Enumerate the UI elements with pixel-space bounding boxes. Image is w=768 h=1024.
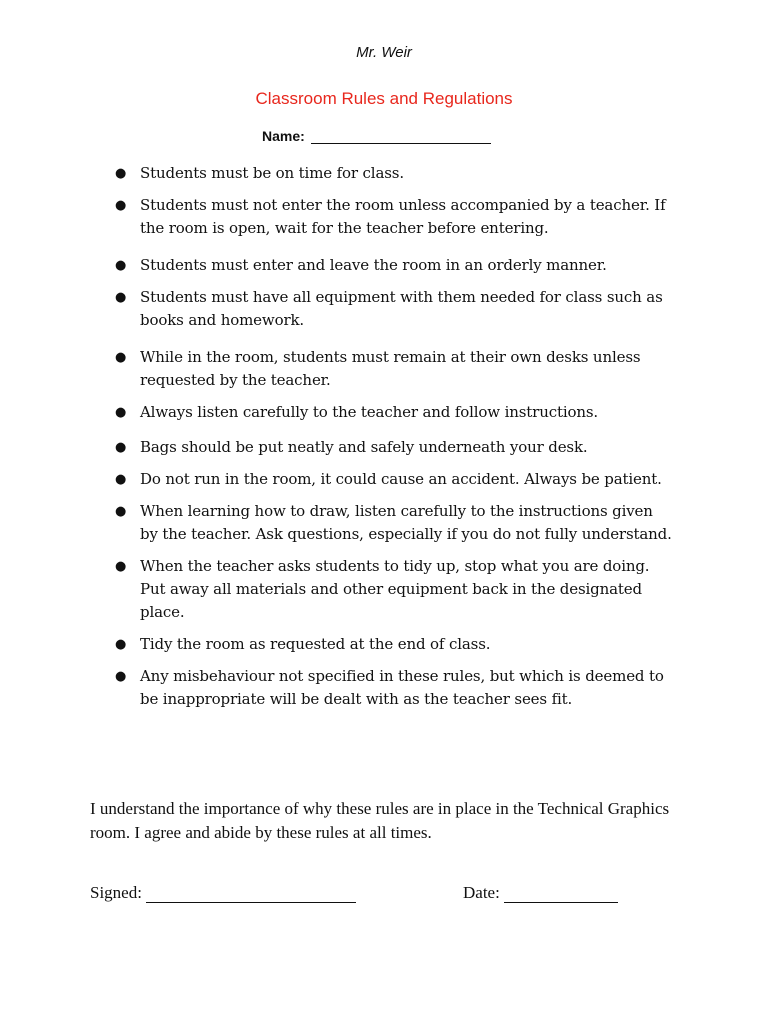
bullet-icon: ●: [115, 405, 127, 420]
rule-text: Tidy the room as requested at the end of class.: [140, 635, 491, 653]
rule-text: When the teacher asks students to tidy up, stop what you are doing. Put away all materials and other equipment back in the designated place.: [140, 557, 650, 621]
rule-text: While in the room, students must remain at their own desks unless requested by the teacher.: [140, 348, 641, 389]
rule-item: [112, 254, 672, 277]
document-title: Classroom Rules and Regulations: [255, 89, 513, 108]
bullet-icon: ●: [115, 290, 127, 305]
signed-label: Signed:: [90, 883, 142, 902]
bullet-icon: ●: [115, 166, 127, 181]
rule-item: [112, 401, 672, 424]
bullet-icon: ●: [115, 350, 127, 365]
rule-item: [112, 162, 672, 185]
rules-list: [112, 162, 672, 711]
rule-item: [112, 500, 672, 546]
rule-item: [112, 194, 672, 240]
signature-blank-line: [146, 886, 356, 903]
bullet-icon: ●: [115, 669, 127, 684]
name-label: Name:: [262, 128, 305, 144]
bullet-icon: ●: [115, 559, 127, 574]
rule-item: [112, 346, 672, 392]
rule-text: Students must not enter the room unless accompanied by a teacher. If the room is open, wait for the teacher before entering.: [140, 196, 666, 237]
date-blank-line: [504, 886, 618, 903]
bullet-icon: ●: [115, 637, 127, 652]
bullet-icon: ●: [115, 472, 127, 487]
rule-item: [112, 555, 672, 624]
rule-text: Students must have all equipment with them needed for class such as books and homework.: [140, 288, 663, 329]
rule-text: Any misbehaviour not specified in these rules, but which is deemed to be inappropriate will be dealt with as the teacher sees fit.: [140, 667, 664, 708]
name-blank-line: [311, 129, 491, 144]
rule-text: Bags should be put neatly and safely underneath your desk.: [140, 438, 588, 456]
bullet-icon: ●: [115, 504, 127, 519]
rule-text: Do not run in the room, it could cause an accident. Always be patient.: [140, 470, 662, 488]
rule-item: [112, 665, 672, 711]
date-label: Date:: [463, 883, 500, 902]
name-field: [262, 128, 491, 144]
rule-text: Students must be on time for class.: [140, 164, 404, 182]
agreement-statement: I understand the importance of why these rules are in place in the Technical Graphics room. I agree and abide by these rules at all times.: [90, 799, 670, 842]
rule-item: [112, 436, 672, 459]
rule-text: When learning how to draw, listen carefully to the instructions given by the teacher. Ask questions, especially if you do not fully understand.: [140, 502, 672, 543]
rule-text: Always listen carefully to the teacher and follow instructions.: [140, 403, 599, 421]
signed-field: [90, 883, 356, 903]
date-field: [463, 883, 618, 903]
author-name: Mr. Weir: [356, 44, 412, 61]
rule-item: [112, 286, 672, 332]
bullet-icon: ●: [115, 258, 127, 273]
rule-item: [112, 633, 672, 656]
rule-item: [112, 468, 672, 491]
rule-text: Students must enter and leave the room in an orderly manner.: [140, 256, 607, 274]
bullet-icon: ●: [115, 198, 127, 213]
bullet-icon: ●: [115, 440, 127, 455]
